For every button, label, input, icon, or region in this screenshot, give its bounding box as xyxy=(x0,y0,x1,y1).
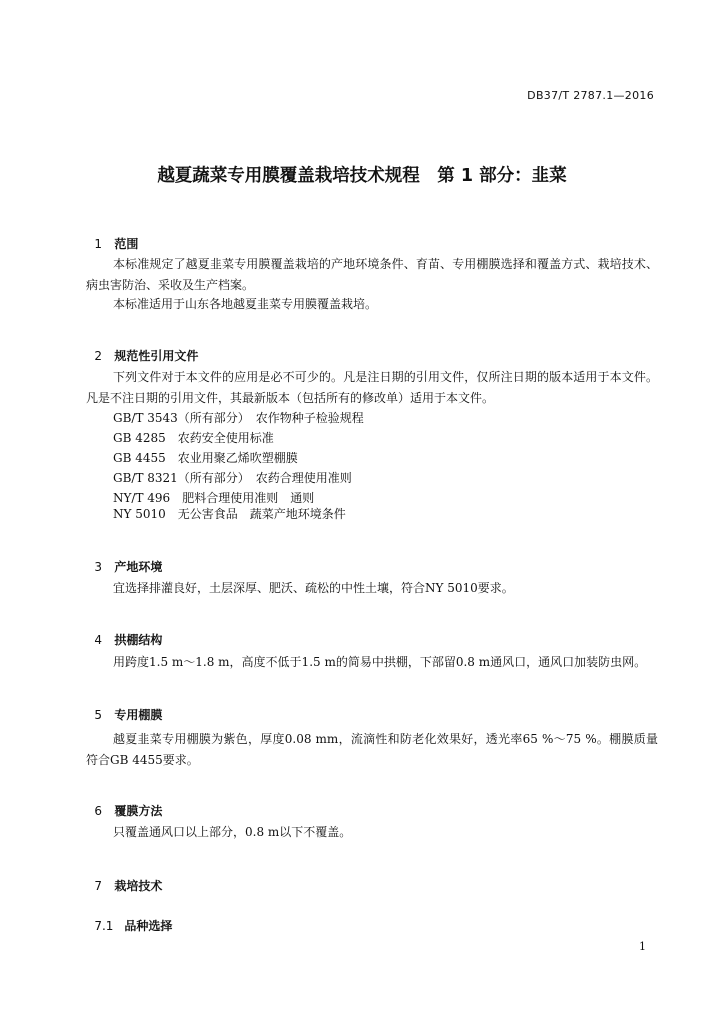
section-number: 7.1 xyxy=(94,919,114,933)
page-number: 1 xyxy=(639,940,646,953)
section-number: 1 xyxy=(94,237,102,251)
reference-item: GB/T 8321（所有部分） 农药合理使用准则 xyxy=(113,471,352,485)
reference-item: GB 4285 农药安全使用标准 xyxy=(113,431,274,445)
section-heading-4 xyxy=(86,617,162,648)
section-title: 专用棚膜 xyxy=(114,708,163,722)
paragraph: 越夏韭菜专用棚膜为紫色，厚度0.08 mm，流滴性和防老化效果好，透光率65 %～75 %。棚膜质量符合GB 4455要求。 xyxy=(86,732,658,767)
reference-item: GB/T 3543（所有部分） 农作物种子检验规程 xyxy=(113,411,364,425)
section-heading-3 xyxy=(86,544,162,575)
section-heading-1 xyxy=(86,221,138,252)
paragraph: 用跨度1.5 m～1.8 m，高度不低于1.5 m的简易中拱棚，下部留0.8 m通风口，通风口加装防虫网。 xyxy=(113,655,647,669)
section-number: 3 xyxy=(94,560,102,574)
section-title: 范围 xyxy=(114,237,139,251)
section-number: 5 xyxy=(94,708,102,722)
section-heading-5 xyxy=(86,692,162,723)
section-title: 产地环境 xyxy=(114,560,163,574)
paragraph: 宜选择排灌良好，土层深厚、肥沃、疏松的中性土壤，符合NY 5010要求。 xyxy=(113,581,514,595)
section-number: 7 xyxy=(94,879,102,893)
section-number: 2 xyxy=(94,349,102,363)
section-number: 4 xyxy=(94,633,102,647)
section-title: 品种选择 xyxy=(124,919,173,933)
section-heading-2 xyxy=(86,333,198,364)
subsection-heading-7-1 xyxy=(86,903,172,934)
standard-code: DB37/T 2787.1—2016 xyxy=(527,89,654,102)
section-number: 6 xyxy=(94,804,102,818)
paragraph: 只覆盖通风口以上部分，0.8 m以下不覆盖。 xyxy=(113,825,352,839)
reference-item: NY 5010 无公害食品 蔬菜产地环境条件 xyxy=(113,507,346,521)
reference-item: NY/T 496 肥料合理使用准则 通则 xyxy=(113,491,315,505)
section-title: 覆膜方法 xyxy=(114,804,163,818)
section-heading-6 xyxy=(86,788,162,819)
document-title: 越夏蔬菜专用膜覆盖栽培技术规程 第 1 部分：韭菜 xyxy=(157,166,567,186)
section-title: 栽培技术 xyxy=(114,879,163,893)
paragraph: 本标准规定了越夏韭菜专用膜覆盖栽培的产地环境条件、育苗、专用棚膜选择和覆盖方式、栽培技术、病虫害防治、采收及生产档案。 xyxy=(86,257,658,292)
reference-item: GB 4455 农业用聚乙烯吹塑棚膜 xyxy=(113,451,298,465)
paragraph: 下列文件对于本文件的应用是必不可少的。凡是注日期的引用文件，仅所注日期的版本适用于本文件。凡是不注日期的引用文件，其最新版本（包括所有的修改单）适用于本文件。 xyxy=(86,370,658,405)
section-title: 规范性引用文件 xyxy=(114,349,199,363)
section-heading-7 xyxy=(86,863,162,894)
section-title: 拱棚结构 xyxy=(114,633,163,647)
paragraph: 本标准适用于山东各地越夏韭菜专用膜覆盖栽培。 xyxy=(113,297,378,311)
